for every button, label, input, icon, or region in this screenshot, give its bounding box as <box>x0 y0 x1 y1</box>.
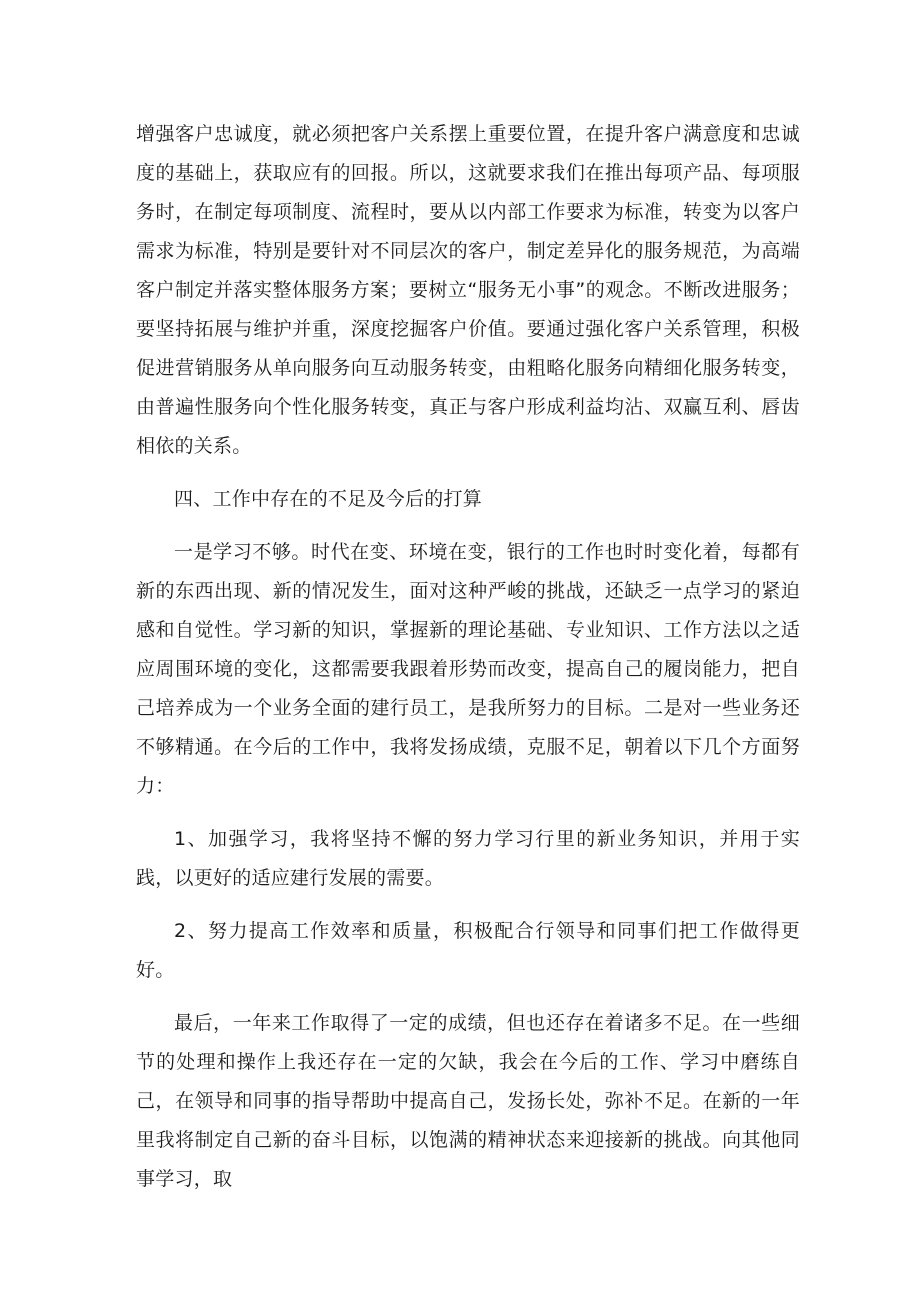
list-item-improve-efficiency: 2、努力提高工作效率和质量，积极配合行领导和同事们把工作做得更好。 <box>136 920 800 981</box>
paragraph-insufficient-learning: 一是学习不够。时代在变、环境在变，银行的工作也时时变化着，每都有新的东西出现、新的情况发生，面对这种严峻的挑战，还缺乏一点学习的紧迫感和自觉性。学习新的知识，掌握新的理论基础、专业知识、工作方法以之适应周围环境的变化，这都需要我跟着形势而改变，提高自己的履岗能力，把自己培养成为一个业务全面的建行员工，是我所努力的目标。二是对一些业务还不够精通。在今后的工作中，我将发扬成绩，克服不足，朝着以下几个方面努力： <box>136 541 800 797</box>
paragraph-conclusion: 最后，一年来工作取得了一定的成绩，但也还存在着诸多不足。在一些细节的处理和操作上我还存在一定的欠缺，我会在今后的工作、学习中磨练自己，在领导和同事的指导帮助中提高自己，发扬长处，弥补不足。在新的一年里我将制定自己新的奋斗目标，以饱满的精神状态来迎接新的挑战。向其他同事学习，取 <box>136 1012 800 1190</box>
paragraph-customer-loyalty: 增强客户忠诚度，就必须把客户关系摆上重要位置，在提升客户满意度和忠诚度的基础上，获取应有的回报。所以，这就要求我们在推出每项产品、每项服务时，在制定每项制度、流程时，要从以内部工作要求为标准，转变为以客户需求为标准，特别是要针对不同层次的客户，制定差异化的服务规范，为高端客户制定并落实整体服务方案；要树立“服务无小事”的观念。不断改进服务；要坚持拓展与维护并重，深度挖掘客户价值。要通过强化客户关系管理，积极促进营销服务从单向服务向互动服务转变，由粗略化服务向精细化服务转变，由普遍性服务向个性化服务转变，真正与客户形成利益均沾、双赢互利、唇齿相依的关系。 <box>136 123 800 457</box>
document-body <box>136 115 800 1199</box>
list-item-strengthen-learning: 1、加强学习，我将坚持不懈的努力学习行里的新业务知识，并用于实践，以更好的适应建行发展的需要。 <box>136 828 800 889</box>
section-heading-shortcomings: 四、工作中存在的不足及今后的打算 <box>174 488 483 510</box>
